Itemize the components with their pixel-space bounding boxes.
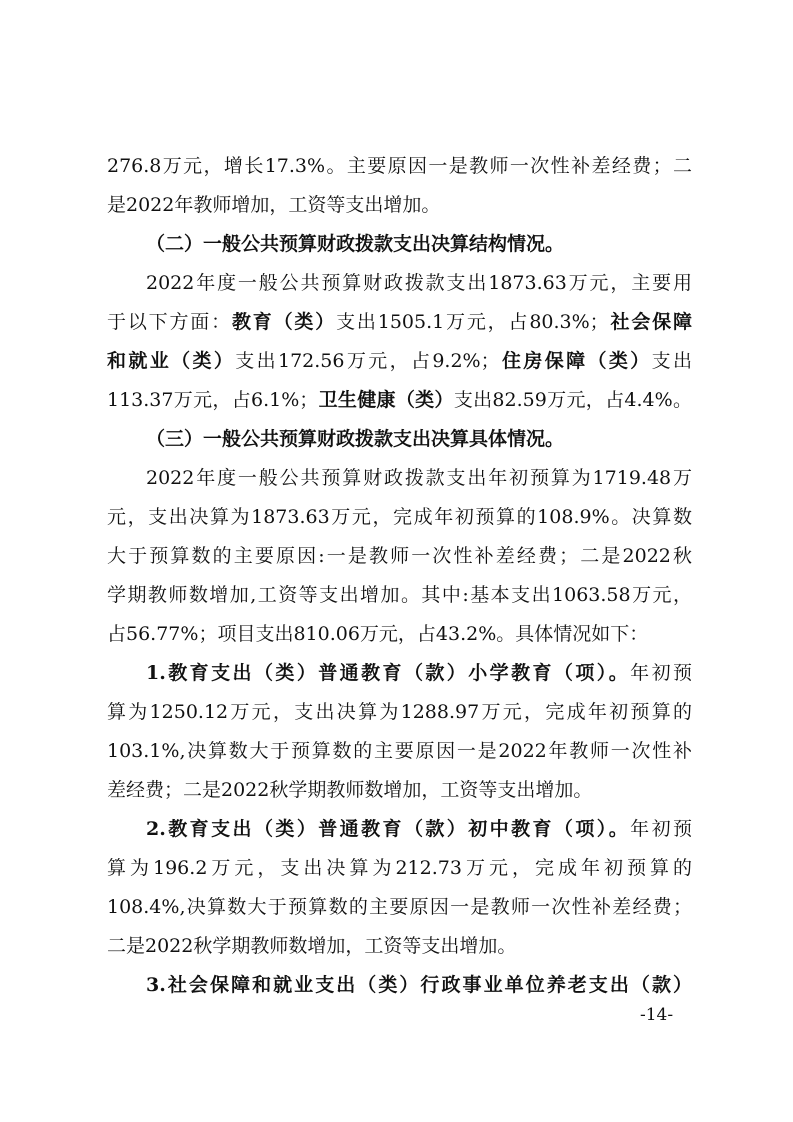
body-text-line: 108.4%,决算数大于预算数的主要原因一是教师一次性补差经费； bbox=[107, 896, 692, 918]
body-text-line: 算为1250.12万元，支出决算为1288.97万元，完成年初预算的 bbox=[107, 701, 692, 723]
body-text-line: 是2022年教师增加，工资等支出增加。 bbox=[107, 194, 441, 216]
body-text-line: 算为196.2万元，支出决算为212.73万元，完成年初预算的 bbox=[107, 857, 692, 879]
page-number: -14- bbox=[640, 1005, 674, 1025]
body-text-line: 113.37万元，占6.1%；卫生健康（类）支出82.59万元，占4.4%。 bbox=[107, 389, 692, 411]
body-text-line: 学期教师数增加,工资等支出增加。其中:基本支出1063.58万元， bbox=[107, 584, 692, 606]
body-text-line: 二是2022秋学期教师数增加，工资等支出增加。 bbox=[107, 935, 517, 957]
body-text-line: 元，支出决算为1873.63万元，完成年初预算的108.9%。决算数 bbox=[107, 506, 692, 528]
body-text-line: 2022年度一般公共预算财政拨款支出1873.63万元，主要用 bbox=[146, 272, 692, 294]
body-text-line: 和就业（类）支出172.56万元，占9.2%；住房保障（类）支出 bbox=[107, 350, 692, 372]
body-text-line: 大于预算数的主要原因:一是教师一次性补差经费；二是2022秋 bbox=[107, 545, 692, 567]
body-text-line: 占56.77%；项目支出810.06万元，占43.2%。具体情况如下： bbox=[107, 623, 649, 645]
section-heading: （三）一般公共预算财政拨款支出决算具体情况。 bbox=[146, 428, 565, 450]
body-text-line: 276.8万元，增长17.3%。主要原因一是教师一次性补差经费；二 bbox=[107, 155, 692, 177]
body-text-line: 103.1%,决算数大于预算数的主要原因一是2022年教师一次性补 bbox=[107, 740, 692, 762]
body-text-line: 差经费；二是2022秋学期教师数增加，工资等支出增加。 bbox=[107, 779, 593, 801]
item-heading-line: 1.教育支出（类）普通教育（款）小学教育（项）。年初预 bbox=[146, 662, 692, 684]
item-heading-line: 3.社会保障和就业支出（类）行政事业单位养老支出（款） bbox=[146, 974, 692, 996]
item-heading-line: 2.教育支出（类）普通教育（款）初中教育（项）。年初预 bbox=[146, 818, 692, 840]
body-text-line: 于以下方面：教育（类）支出1505.1万元，占80.3%；社会保障 bbox=[107, 311, 692, 333]
section-heading: （二）一般公共预算财政拨款支出决算结构情况。 bbox=[146, 233, 565, 255]
body-text-line: 2022年度一般公共预算财政拨款支出年初预算为1719.48万 bbox=[146, 467, 692, 489]
